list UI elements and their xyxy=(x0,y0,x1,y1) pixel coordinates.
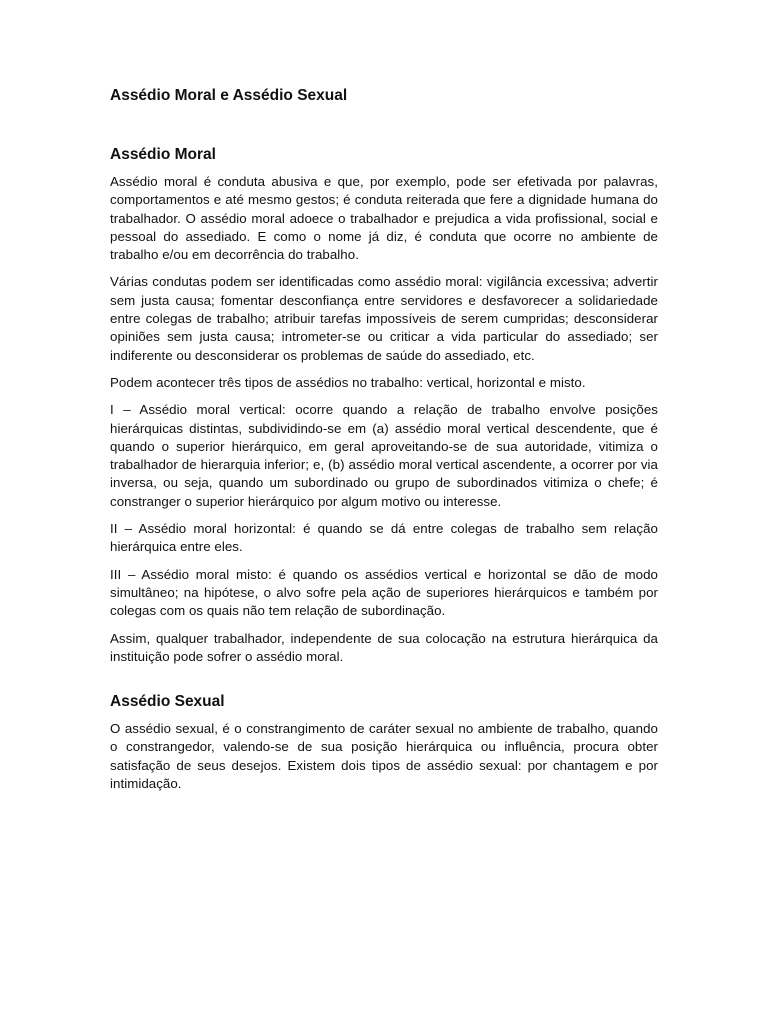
paragraph-vertical: I – Assédio moral vertical: ocorre quando a relação de trabalho envolve posições hierárquicas distintas, subdividindo-se em (a) assédio moral vertical descendente, que é quando o superior hierárquico, em geral aproveitando-se de sua autoridade, vitimiza o trabalhador de hierarquia inferior; e, (b) assédio moral vertical ascendente, a ocorrer por via inversa, ou seja, quando um subordinado ou grupo de subordinados vitimiza o chefe; é constranger o superior hierárquico por algum motivo ou interesse. xyxy=(110,402,658,509)
section-assedio-moral xyxy=(110,145,658,666)
paragraph-definition: Assédio moral é conduta abusiva e que, por exemplo, pode ser efetivada por palavras, comportamentos e até mesmo gestos; é conduta reiterada que fere a dignidade humana do trabalhador. O assédio moral adoece o trabalhador e prejudica a vida profissional, social e pessoal do assediado. E como o nome já diz, é conduta que ocorre no ambiente de trabalho e/ou em decorrência do trabalho. xyxy=(110,174,658,263)
section-heading-assedio-moral: Assédio Moral xyxy=(110,146,216,163)
document-page xyxy=(110,86,658,802)
paragraph-horizontal: II – Assédio moral horizontal: é quando se dá entre colegas de trabalho sem relação hierárquica entre eles. xyxy=(110,521,658,555)
paragraph-assedio-sexual: O assédio sexual, é o constrangimento de caráter sexual no ambiente de trabalho, quando o constrangedor, valendo-se de sua posição hierárquica ou influência, procura obter satisfação de seus desejos. Existem dois tipos de assédio sexual: por chantagem e por intimidação. xyxy=(110,721,658,792)
section-assedio-sexual xyxy=(110,692,658,793)
paragraph-misto: III – Assédio moral misto: é quando os assédios vertical e horizontal se dão de modo simultâneo; na hipótese, o alvo sofre pela ação de superiores hierárquicos e também por colegas com os quais não tem relação de subordinação. xyxy=(110,566,658,619)
paragraph-condutas: Várias condutas podem ser identificadas como assédio moral: vigilância excessiva; advertir sem justa causa; fomentar desconfiança entre servidores e desfavorecer a solidariedade entre colegas de trabalho; atribuir tarefas impossíveis de serem cumpridas; desconsiderar opiniões sem justa causa; intrometer-se ou criticar a vida particular do assediado; ser indiferente ou desconsiderar os problemas de saúde do assediado, etc. xyxy=(110,274,658,363)
document-title: Assédio Moral e Assédio Sexual xyxy=(110,87,348,104)
paragraph-conclusao: Assim, qualquer trabalhador, independente de sua colocação na estrutura hierárquica da instituição pode sofrer o assédio moral. xyxy=(110,630,658,664)
section-heading-assedio-sexual: Assédio Sexual xyxy=(110,693,225,711)
paragraph-tipos: Podem acontecer três tipos de assédios no trabalho: vertical, horizontal e misto. xyxy=(110,374,586,390)
